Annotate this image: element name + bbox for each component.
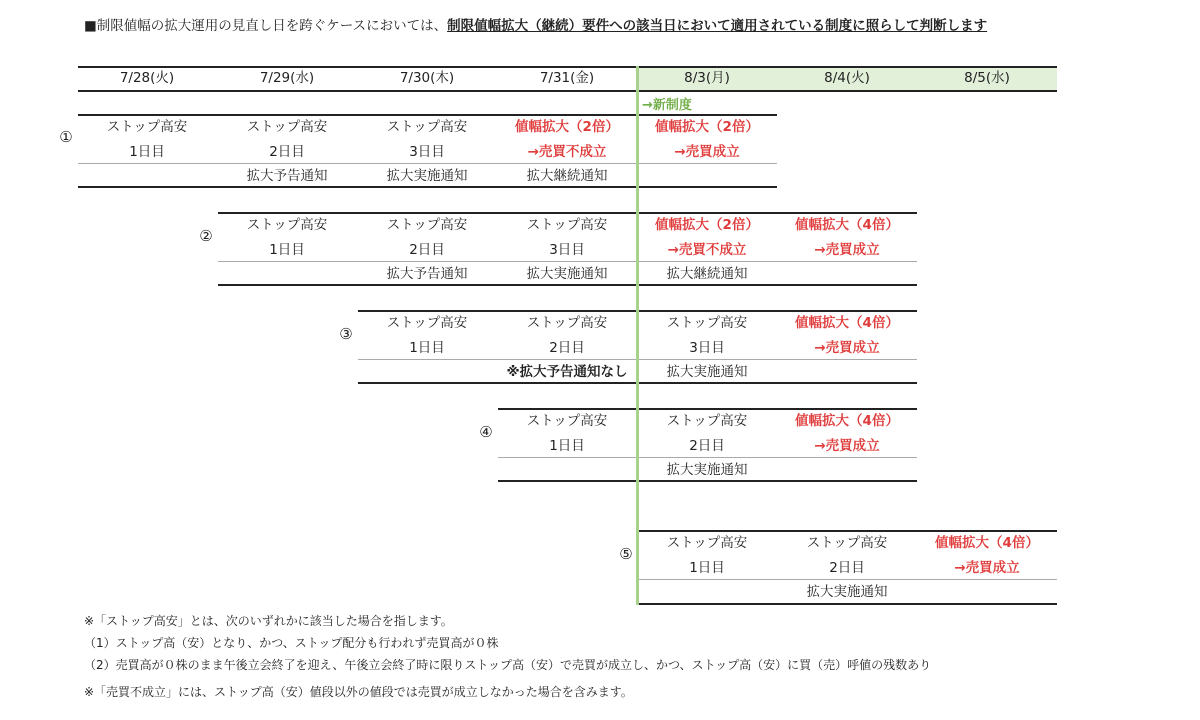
case-cell-bottom: 拡大実施通知 <box>806 584 888 600</box>
page-title <box>84 14 987 34</box>
case-cell-mid: →売買成立 <box>674 144 740 160</box>
case-rule-top <box>78 114 777 116</box>
case-cell-bottom: 拡大実施通知 <box>526 266 608 282</box>
footnote: （2）売買高が０株のまま午後立会終了を迎え、午後立会終了時に限りストップ高（安）で売買が成立し、かつ、ストップ高（安）に買（売）呼値の残数あり <box>84 658 932 672</box>
case-cell-mid: →売買不成立 <box>667 242 747 258</box>
case-cell-top: ストップ高安 <box>666 413 748 429</box>
case-rule-mid <box>498 457 917 458</box>
case-cell-top: ストップ高安 <box>106 119 188 135</box>
footnote: ※「ストップ高安」とは、次のいずれかに該当した場合を指します。 <box>84 614 453 628</box>
date-header: 8/5(水) <box>964 70 1010 86</box>
case-rule-mid <box>638 579 1057 580</box>
case-rule-top <box>218 212 917 214</box>
case-cell-top: ストップ高安 <box>666 535 748 551</box>
case-cell-mid: →売買成立 <box>814 438 880 454</box>
footnote: （1）ストップ高（安）となり、かつ、ストップ配分も行われず売買高が０株 <box>84 636 499 650</box>
new-system-label: →新制度 <box>642 98 692 113</box>
case-cell-top: ストップ高安 <box>386 119 468 135</box>
case-rule-top <box>498 408 917 410</box>
case-cell-top: 値幅拡大（2倍） <box>655 217 759 233</box>
case-cell-bottom: 拡大実施通知 <box>386 168 468 184</box>
date-header: 7/31(金) <box>539 70 595 86</box>
case-marker: ① <box>59 128 73 146</box>
case-cell-bottom: 拡大継続通知 <box>666 266 748 282</box>
title-prefix: ■制限値幅の拡大運用の見直し日を跨ぐケースにおいては、 <box>84 18 448 34</box>
case-rule-top <box>638 530 1057 532</box>
case-marker: ④ <box>479 423 493 441</box>
case-cell-mid: 2日目 <box>829 560 865 576</box>
footnote: ※「売買不成立」には、ストップ高（安）値段以外の値段では売買が成立しなかった場合を含みます。 <box>84 685 633 699</box>
case-cell-top: 値幅拡大（4倍） <box>795 217 899 233</box>
case-cell-top: ストップ高安 <box>666 315 748 331</box>
case-cell-mid: 1日目 <box>409 340 445 356</box>
header-top-rule <box>78 66 1057 68</box>
case-rule-bottom <box>78 186 777 188</box>
case-cell-bottom: 拡大実施通知 <box>666 364 748 380</box>
case-cell-top: 値幅拡大（2倍） <box>655 119 759 135</box>
date-header: 7/29(水) <box>259 70 315 86</box>
case-cell-top: ストップ高安 <box>246 119 328 135</box>
case-cell-top: 値幅拡大（2倍） <box>515 119 619 135</box>
date-header: 7/30(木) <box>399 70 455 86</box>
case-cell-top: ストップ高安 <box>526 413 608 429</box>
case-rule-bottom <box>218 284 917 286</box>
case-cell-bottom: 拡大予告通知 <box>386 266 468 282</box>
case-cell-mid: 1日目 <box>689 560 725 576</box>
header-bottom-rule <box>78 90 1057 92</box>
title-emphasis: 制限値幅拡大（継続）要件への該当日において適用されている制度に照らして判断します <box>447 18 988 34</box>
case-cell-top: ストップ高安 <box>246 217 328 233</box>
case-marker: ③ <box>339 325 353 343</box>
date-header: 8/4(火) <box>824 70 870 86</box>
case-cell-mid: 3日目 <box>549 242 585 258</box>
case-cell-mid: →売買成立 <box>954 560 1020 576</box>
case-cell-top: 値幅拡大（4倍） <box>795 315 899 331</box>
date-header: 8/3(月) <box>684 70 730 86</box>
new-system-divider <box>636 66 639 605</box>
case-cell-mid: 1日目 <box>269 242 305 258</box>
case-rule-mid <box>78 163 777 164</box>
case-cell-top: ストップ高安 <box>386 315 468 331</box>
case-cell-top: ストップ高安 <box>386 217 468 233</box>
case-marker: ② <box>199 227 213 245</box>
case-rule-bottom <box>498 480 917 482</box>
case-rule-mid <box>218 261 917 262</box>
case-cell-top: ストップ高安 <box>526 315 608 331</box>
case-cell-mid: →売買成立 <box>814 340 880 356</box>
case-cell-mid: →売買不成立 <box>527 144 607 160</box>
case-cell-mid: 2日目 <box>409 242 445 258</box>
case-cell-mid: 2日目 <box>549 340 585 356</box>
case-cell-mid: 2日目 <box>689 438 725 454</box>
case-marker: ⑤ <box>619 545 633 563</box>
case-cell-top: 値幅拡大（4倍） <box>935 535 1039 551</box>
case-cell-top: ストップ高安 <box>806 535 888 551</box>
case-rule-bottom <box>638 603 1057 605</box>
case-cell-top: 値幅拡大（4倍） <box>795 413 899 429</box>
case-cell-bottom: 拡大継続通知 <box>526 168 608 184</box>
case-cell-top: ストップ高安 <box>526 217 608 233</box>
case-cell-mid: 1日目 <box>129 144 165 160</box>
case-cell-mid: →売買成立 <box>814 242 880 258</box>
case-cell-bottom: 拡大予告通知 <box>246 168 328 184</box>
no-advance-notice-note: ※拡大予告通知なし <box>506 364 628 380</box>
date-header: 7/28(火) <box>119 70 175 86</box>
case-cell-mid: 1日目 <box>549 438 585 454</box>
case-cell-mid: 3日目 <box>689 340 725 356</box>
case-cell-mid: 2日目 <box>269 144 305 160</box>
case-cell-bottom: 拡大実施通知 <box>666 462 748 478</box>
case-cell-mid: 3日目 <box>409 144 445 160</box>
